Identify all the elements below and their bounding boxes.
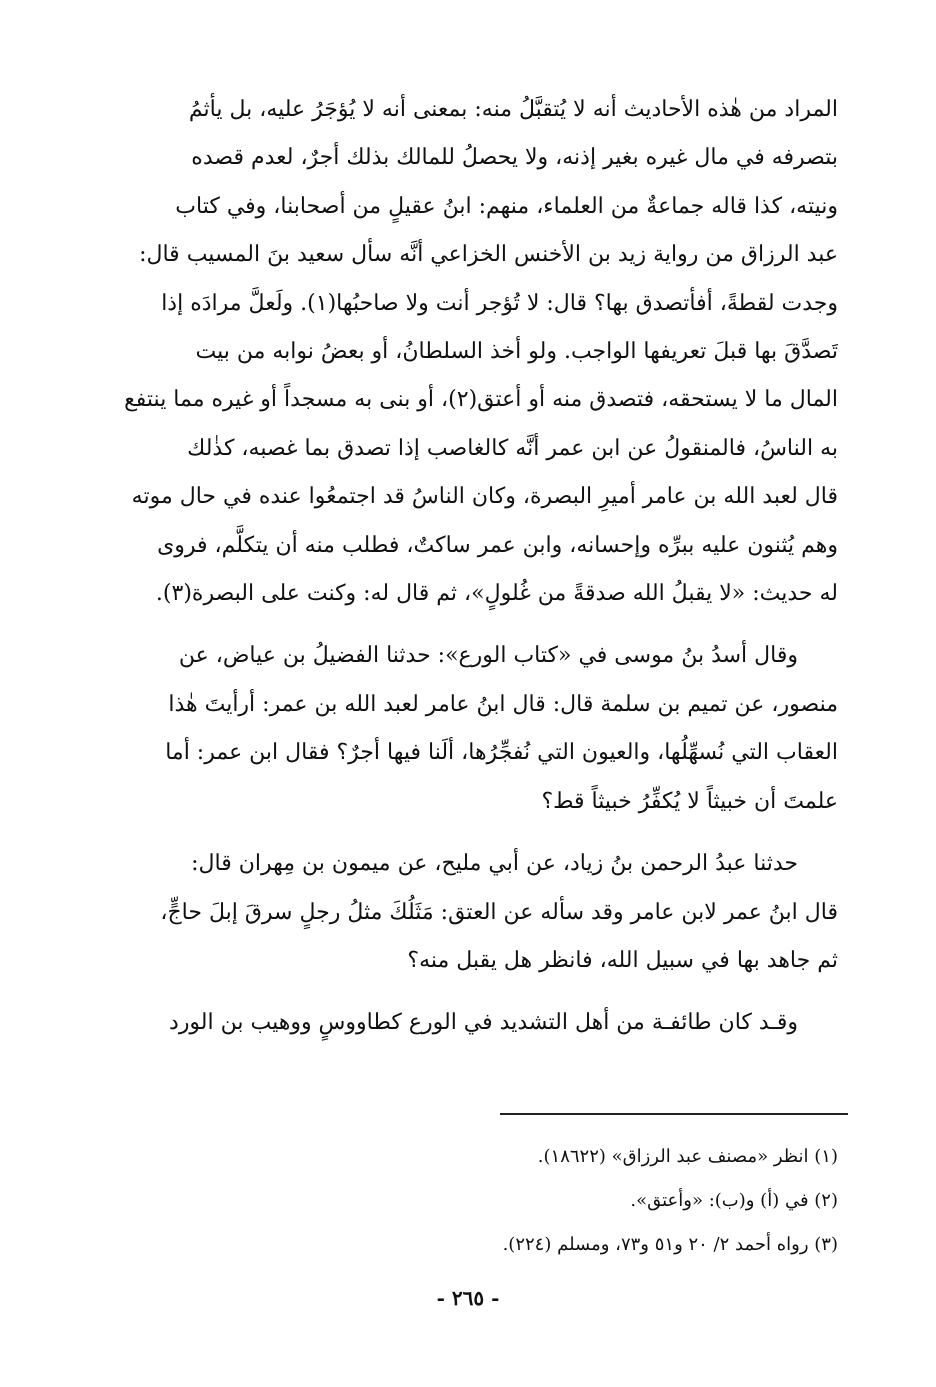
text-line: منصور، عن تميم بن سلمة قال: قال ابنُ عامر لعبد الله بن عمر: أرأيتَ هٰذا: [168, 691, 838, 717]
text-line: تَصدَّقَ بها قبلَ تعريفها الواجب. ولو أخذ السلطانُ، أو بعضُ نوابه من بيت: [195, 339, 838, 365]
footnote-divider: [500, 1113, 848, 1115]
text-line: ونيته، كذا قاله جماعةٌ من العلماء، منهم: ابنُ عقيلٍ من أصحابنا، وفي كتاب: [175, 193, 838, 219]
footnotes: [300, 1135, 838, 1267]
text-line: وقـد كان طائفـة من أهل التشديد في الورع كطاووسٍ ووهيب بن الورد: [169, 1010, 798, 1036]
text-line: وجدت لقطةً، أفأتصدق بها؟ قال: لا تُؤجر أنت ولا صاحبُها(١). ولَعلَّ مرادَه إذا: [161, 290, 838, 316]
footnote-1: (١) انظر «مصنف عبد الرزاق» (١٨٦٢٢).: [537, 1146, 838, 1167]
text-line: له حديث: «لا يقبلُ الله صدقةً من غُلولٍ»، ثم قال له: وكنت على البصرة(٣).: [155, 581, 838, 607]
footnote-3: (٣) رواه أحمد ٢/ ٢٠ و٥١ و٧٣، ومسلم (٢٢٤).: [502, 1234, 838, 1255]
text-line: قال ابنُ عمر لابن عامر وقد سأله عن العتق: مَثَلُكَ مثلُ رجلٍ سرقَ إبلَ حاجٍّ،: [160, 899, 838, 925]
paragraph-3: [112, 840, 838, 985]
text-line: العقاب التي نُسهِّلُها، والعيون التي نُفجِّرُها، ألَنا فيها أجرٌ؟ فقال ابن عمر: أما: [165, 740, 838, 766]
text-line: وقال أسدُ بنُ موسى في «كتاب الورع»: حدثنا الفضيلُ بن عياض، عن: [178, 643, 798, 669]
footnote-2: (٢) في (أ) و(ب): «وأعتق».: [630, 1190, 838, 1211]
page-number: - ٢٦٥ -: [436, 1286, 500, 1310]
text-line: وهم يُثنون عليه ببرِّه وإحسانه، وابن عمر ساكتٌ، فطلب منه أن يتكلَّم، فروى: [157, 532, 838, 558]
text-line: بتصرفه في مال غيره بغير إذنه، ولا يحصلُ للمالك بذلك أجرٌ، لعدم قصده: [191, 145, 838, 171]
text-line: علمتَ أن خبيثاً لا يُكفِّرُ خبيثاً قط؟: [541, 788, 838, 814]
main-text: [112, 86, 838, 1048]
text-line: به الناسُ، فالمنقولُ عن ابن عمر أنَّه كالغاصب إذا تصدق بما غصبه، كذٰلك: [187, 435, 838, 461]
text-line: عبد الرزاق من رواية زيد بن الأخنس الخزاعي أنَّه سأل سعيد بنَ المسيب قال:: [139, 242, 838, 268]
text-line: المال ما لا يستحقه، فتصدق منه أو أعتق(٢)، أو بنى به مسجداً أو غيره مما ينتفع: [124, 387, 838, 413]
paragraph-4: [112, 999, 838, 1047]
text-line: المراد من هٰذه الأحاديث أنه لا يُتقبَّلُ منه: بمعنى أنه لا يُؤجَرُ عليه، بل يأثمُ: [188, 97, 838, 122]
text-line: ثم جاهد بها في سبيل الله، فانظر هل يقبل منه؟: [407, 947, 838, 973]
paragraph-2: [112, 632, 838, 826]
text-line: حدثنا عبدُ الرحمن بنُ زياد، عن أبي مليح، عن ميمون بن مِهران قال:: [191, 851, 798, 877]
paragraph-1: [112, 86, 838, 618]
text-line: قال لعبد الله بن عامر أميرِ البصرة، وكان الناسُ قد اجتمعُوا عنده في حال موته: [131, 484, 838, 510]
